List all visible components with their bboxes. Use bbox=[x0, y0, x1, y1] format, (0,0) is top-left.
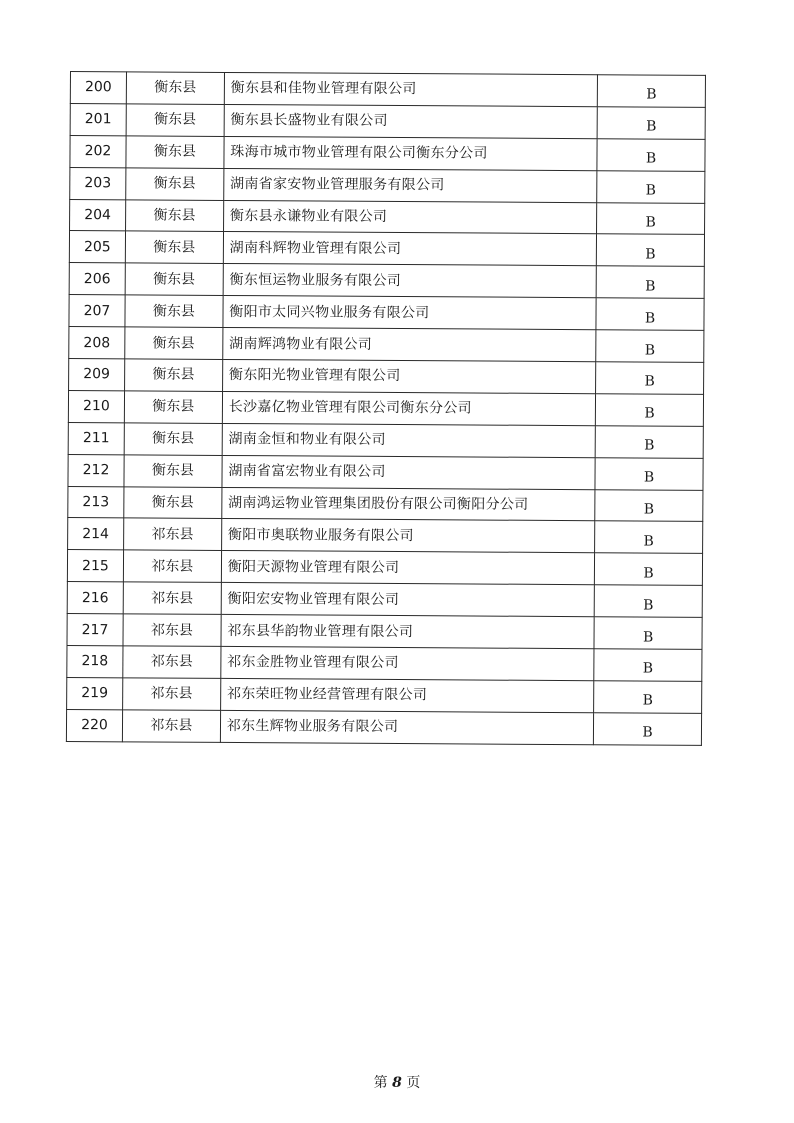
company-name-cell: 湖南省家安物业管理服务有限公司 bbox=[223, 168, 597, 202]
table-body bbox=[66, 72, 705, 746]
company-name-cell: 长沙嘉亿物业管理有限公司衡东分公司 bbox=[222, 391, 596, 425]
company-name-cell: 湖南省富宏物业有限公司 bbox=[222, 455, 596, 489]
grade-cell: B bbox=[594, 617, 702, 650]
grade-cell: B bbox=[597, 139, 705, 172]
grade-cell: B bbox=[596, 234, 704, 267]
row-number-cell: 210 bbox=[68, 390, 124, 422]
grade-cell: B bbox=[595, 553, 703, 586]
grade-cell: B bbox=[596, 330, 704, 363]
county-cell: 祁东县 bbox=[123, 582, 221, 614]
company-name-cell: 衡阳市奥联物业服务有限公司 bbox=[221, 519, 595, 553]
company-name-cell: 珠海市城市物业管理有限公司衡东分公司 bbox=[224, 136, 598, 170]
grade-cell: B bbox=[597, 170, 705, 203]
row-number-cell: 206 bbox=[69, 263, 125, 295]
table-row bbox=[68, 390, 703, 426]
page-number: 8 bbox=[392, 1075, 402, 1091]
page-label-prefix: 第 bbox=[373, 1075, 388, 1091]
page-footer bbox=[0, 1072, 794, 1092]
company-name-cell: 衡东县和佳物业管理有限公司 bbox=[224, 72, 598, 106]
table-row bbox=[69, 359, 704, 395]
grade-cell: B bbox=[594, 585, 702, 618]
county-cell: 衡东县 bbox=[125, 263, 223, 295]
table-row bbox=[67, 614, 702, 650]
row-number-cell: 211 bbox=[68, 422, 124, 454]
county-cell: 祁东县 bbox=[122, 710, 220, 742]
table-row bbox=[70, 72, 705, 108]
county-cell: 衡东县 bbox=[124, 455, 222, 487]
row-number-cell: 204 bbox=[70, 199, 126, 231]
grade-cell: B bbox=[595, 457, 703, 490]
grade-cell: B bbox=[594, 681, 702, 714]
county-cell: 祁东县 bbox=[123, 614, 221, 646]
company-name-cell: 湖南科辉物业管理有限公司 bbox=[223, 232, 597, 266]
county-cell: 衡东县 bbox=[125, 231, 223, 263]
row-number-cell: 220 bbox=[66, 709, 122, 741]
county-cell: 衡东县 bbox=[125, 199, 223, 231]
table-row bbox=[70, 135, 705, 171]
county-cell: 衡东县 bbox=[125, 327, 223, 359]
row-number-cell: 202 bbox=[70, 135, 126, 167]
table-row bbox=[70, 199, 705, 235]
county-cell: 衡东县 bbox=[124, 423, 222, 455]
company-name-cell: 衡阳天源物业管理有限公司 bbox=[221, 551, 595, 585]
county-cell: 衡东县 bbox=[126, 168, 224, 200]
grade-cell: B bbox=[595, 521, 703, 554]
company-name-cell: 衡东恒运物业服务有限公司 bbox=[223, 264, 597, 298]
row-number-cell: 203 bbox=[70, 167, 126, 199]
county-cell: 祁东县 bbox=[123, 646, 221, 678]
grade-cell: B bbox=[594, 649, 702, 682]
table-row bbox=[68, 486, 703, 522]
row-number-cell: 212 bbox=[68, 454, 124, 486]
company-name-cell: 衡阳宏安物业管理有限公司 bbox=[221, 583, 595, 617]
county-cell: 衡东县 bbox=[126, 104, 224, 136]
company-name-cell: 祁东县华韵物业管理有限公司 bbox=[221, 615, 595, 649]
county-cell: 衡东县 bbox=[124, 486, 222, 518]
grade-cell: B bbox=[597, 107, 705, 140]
company-name-cell: 祁东荣旺物业经营管理有限公司 bbox=[220, 678, 594, 712]
row-number-cell: 213 bbox=[68, 486, 124, 518]
table-row bbox=[67, 646, 702, 682]
table-row bbox=[69, 263, 704, 299]
table-row bbox=[67, 550, 702, 586]
row-number-cell: 219 bbox=[67, 677, 123, 709]
grade-cell: B bbox=[595, 426, 703, 459]
company-name-cell: 祁东金胜物业管理有限公司 bbox=[221, 646, 595, 680]
table-row bbox=[67, 582, 702, 618]
company-name-cell: 祁东生辉物业服务有限公司 bbox=[220, 710, 594, 744]
table-row bbox=[69, 231, 704, 267]
table-row bbox=[69, 295, 704, 331]
table-row bbox=[68, 422, 703, 458]
grade-cell: B bbox=[596, 266, 704, 299]
grade-cell: B bbox=[597, 202, 705, 235]
company-name-cell: 衡阳市太同兴物业服务有限公司 bbox=[223, 296, 597, 330]
county-cell: 衡东县 bbox=[124, 391, 222, 423]
grade-cell: B bbox=[595, 394, 703, 427]
grade-cell: B bbox=[597, 75, 705, 108]
table-row bbox=[68, 454, 703, 490]
company-name-cell: 衡东阳光物业管理有限公司 bbox=[222, 359, 596, 393]
row-number-cell: 214 bbox=[68, 518, 124, 550]
table-row bbox=[67, 677, 702, 713]
row-number-cell: 216 bbox=[67, 582, 123, 614]
county-cell: 衡东县 bbox=[124, 359, 222, 391]
row-number-cell: 200 bbox=[70, 72, 126, 104]
county-cell: 祁东县 bbox=[123, 550, 221, 582]
table-row bbox=[69, 327, 704, 363]
county-cell: 衡东县 bbox=[126, 72, 224, 104]
page-label-suffix: 页 bbox=[406, 1075, 421, 1091]
county-cell: 祁东县 bbox=[124, 518, 222, 550]
grade-cell: B bbox=[596, 362, 704, 395]
grade-cell: B bbox=[596, 298, 704, 331]
county-cell: 衡东县 bbox=[126, 136, 224, 168]
row-number-cell: 201 bbox=[70, 103, 126, 135]
county-cell: 祁东县 bbox=[123, 678, 221, 710]
table-row bbox=[68, 518, 703, 554]
table-row bbox=[66, 709, 701, 745]
row-number-cell: 205 bbox=[69, 231, 125, 263]
company-grade-table bbox=[66, 71, 706, 746]
row-number-cell: 218 bbox=[67, 646, 123, 678]
grade-cell: B bbox=[594, 713, 702, 746]
county-cell: 衡东县 bbox=[125, 295, 223, 327]
grade-cell: B bbox=[595, 489, 703, 522]
row-number-cell: 215 bbox=[67, 550, 123, 582]
company-name-cell: 湖南金恒和物业有限公司 bbox=[222, 423, 596, 457]
company-name-cell: 湖南鸿运物业管理集团股份有限公司衡阳分公司 bbox=[222, 487, 596, 521]
table-row bbox=[70, 103, 705, 139]
company-name-cell: 衡东县永谦物业有限公司 bbox=[223, 200, 597, 234]
row-number-cell: 207 bbox=[69, 295, 125, 327]
table-row bbox=[70, 167, 705, 203]
company-name-cell: 衡东县长盛物业有限公司 bbox=[224, 104, 598, 138]
row-number-cell: 208 bbox=[69, 327, 125, 359]
row-number-cell: 209 bbox=[69, 359, 125, 391]
company-name-cell: 湖南辉鸿物业有限公司 bbox=[223, 328, 597, 362]
row-number-cell: 217 bbox=[67, 614, 123, 646]
